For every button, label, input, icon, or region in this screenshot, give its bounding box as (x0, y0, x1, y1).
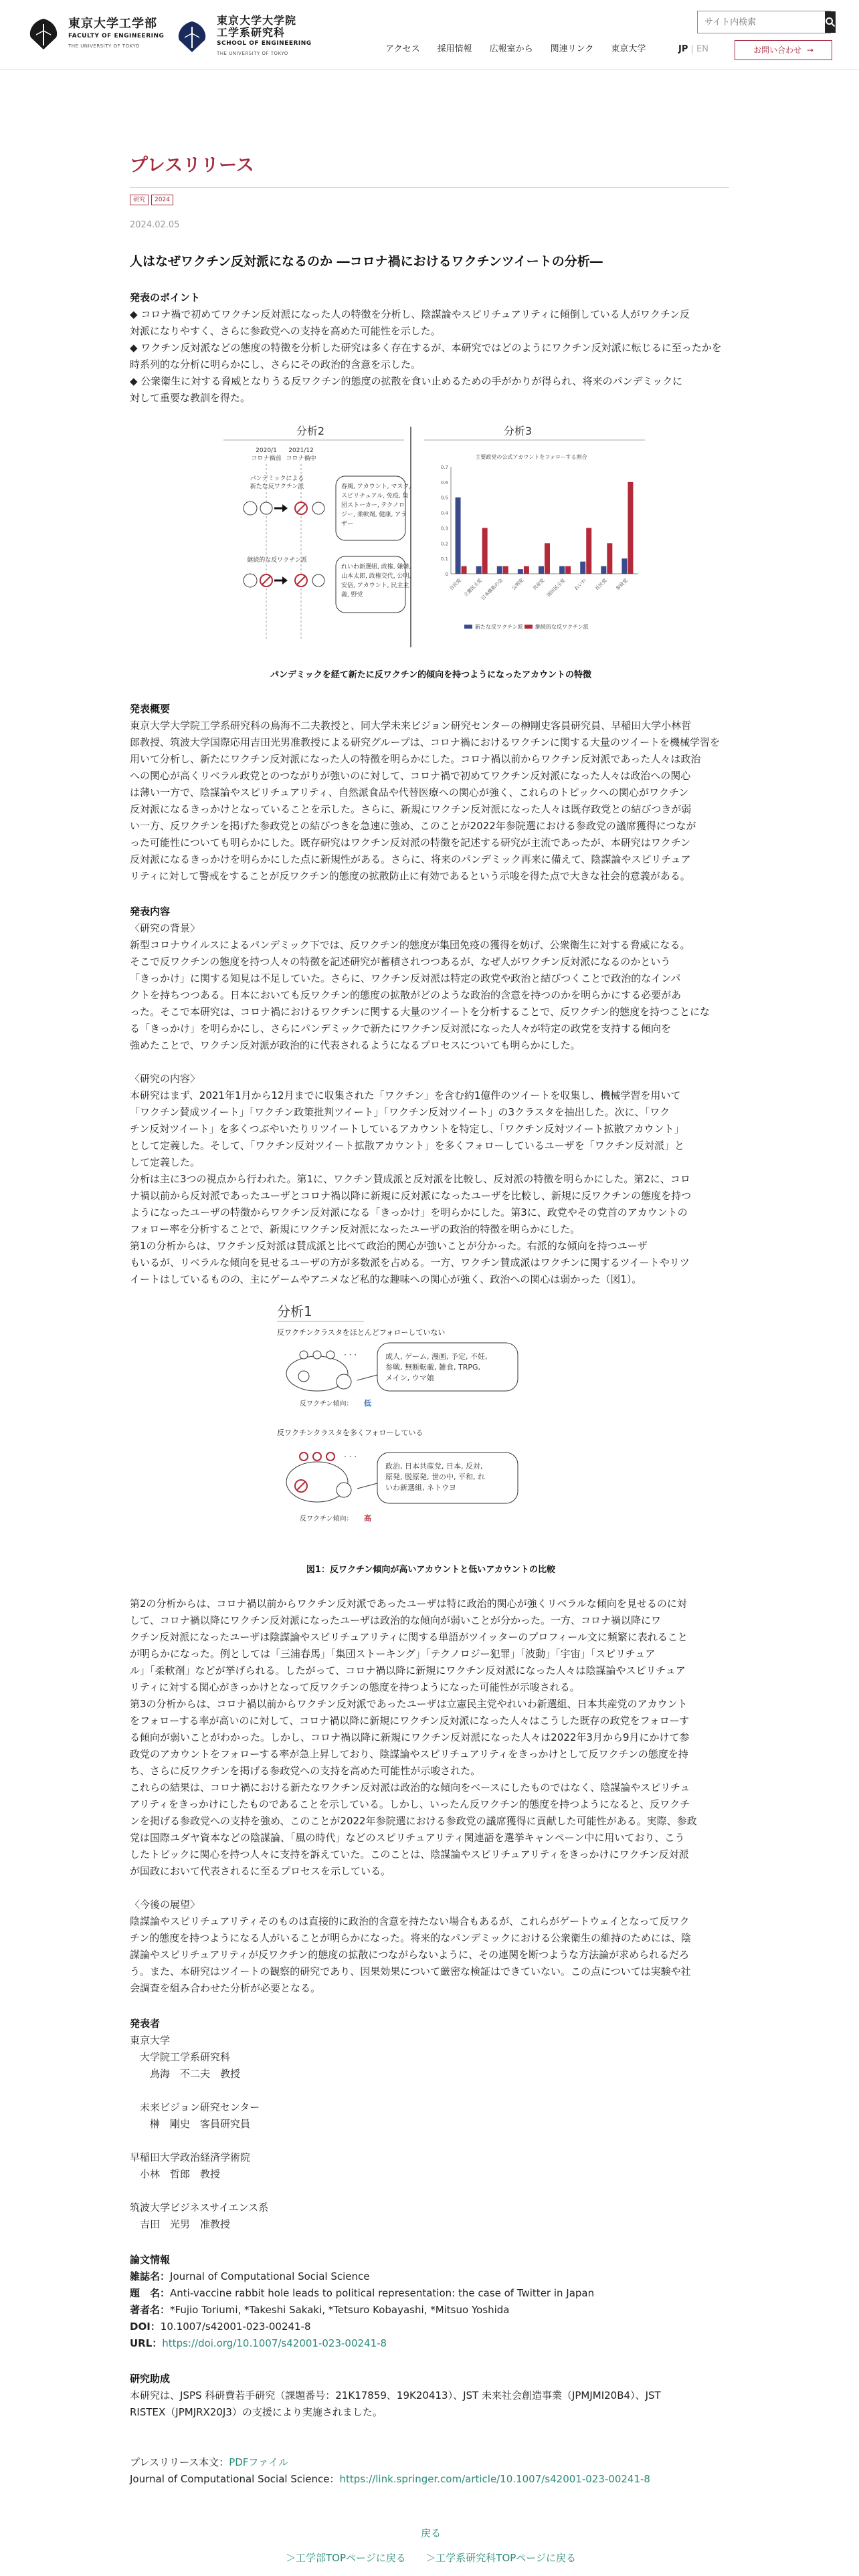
x-tick-label: 共産党 (531, 577, 546, 592)
row2-box-line: 義, 野党 (341, 592, 363, 599)
content-title: 発表内容 (130, 905, 171, 918)
analysis-line: 党は国際ユダヤ資本などの陰謀論、「風の時代」などのスピリチュアリティ関連語を選挙キャンペーン中に用いており、こう (130, 1832, 685, 1844)
background-line: クトを持ちつつある。日本においても反ワクチン的態度の拡散がどのような政治的含意を持つのかを明らかにする必要があ (130, 989, 682, 1001)
bar-continuing (524, 566, 529, 574)
row1-box-line: ザー (341, 521, 354, 528)
funding-section (130, 2371, 732, 2421)
background-line: 「きっかけ」に関する知見は不足していた。さらに、ワクチン反対派は特定の政党や政治と結びつくことで政治的なインパ (130, 972, 681, 984)
user-figure-icon (300, 1351, 308, 1359)
nav-utokyo[interactable]: 東京大学 (611, 44, 646, 54)
analysis-figure (210, 420, 652, 661)
ellipsis-icon: · · · (344, 1350, 357, 1360)
search-icon (825, 17, 836, 27)
background-title: 〈研究の背景〉 (130, 922, 201, 934)
school-logo-ja-2: 工学系研究科 (217, 26, 286, 39)
analysis-line: して、コロナ禍以降にワクチン反対派になったユーザは政治的な傾向が弱いことが分かった。一方、コロナ禍以降にワ (130, 1614, 661, 1626)
row1-box-line: スピリチュアル, 免疫, 集 (341, 493, 409, 500)
authors-label: 著者名： (130, 2304, 171, 2316)
analysis-line: ち、さらに反ワクチンを掲げる参政党への支持を高めた可能性が示唆された。 (130, 1765, 481, 1777)
background-line: そこで反ワクチンの態度を持つ人々の特徴を記述研究が蓄積されつつあるが、なぜ人がワクチン反対派になるのかという (130, 956, 671, 968)
row2-box-line: 山本太郎, 政権交代, 公明, (341, 573, 411, 580)
nav-pr-office[interactable]: 広報室から (489, 44, 533, 54)
bottom-tendency-level: 高 (364, 1514, 371, 1523)
presenters-title: 発表者 (130, 2018, 161, 2030)
bar-new (580, 562, 585, 574)
presenter-person: 鳥海 不二夫 教授 (150, 2068, 241, 2080)
back-navigation (130, 2525, 732, 2567)
ginkgo-logo-icon (173, 17, 211, 56)
y-tick-label: 0.6 (440, 479, 448, 486)
funding-line: RISTEX（JPMJRX20J3）の支援により実施されました。 (130, 2406, 383, 2418)
journal-label: 雑誌名： (130, 2270, 171, 2282)
school-logo-ja-1: 東京大学大学院 (217, 14, 297, 27)
lang-en[interactable]: EN (696, 44, 708, 54)
y-tick-label: 0.4 (440, 510, 448, 516)
row1-label: パンデミックによる (250, 475, 304, 482)
overview-line: 用いて分析し、新たにワクチン反対派になった人の特徴を明らかにした。コロナ禍以前からワクチン反対派であった人々は政治 (130, 753, 701, 765)
overview-line: い一方、反ワクチンを掲げた参政党との結びつきを急速に強め、このことが2022年参院選における参政党の議席獲得につなが (130, 820, 696, 832)
tag-year[interactable]: 2024 (151, 195, 173, 205)
paper-authors: *Fujio Toriumi, *Takeshi Sakaki, *Tetsuro Kobayashi, *Mitsuo Yoshida (170, 2304, 510, 2316)
overview-line: った可能性についても明らかにした。既存研究はワクチン反対派の特徴を記述する研究が主流であったが、本研究はワクチン (130, 837, 691, 849)
overview-line: リティに対して警戒をすることが反ワクチン的態度の拡散防止に有効であるという示唆を得た点で大きな社会的意義がある。 (130, 870, 690, 882)
bottom-box-line: 原発, 脱原発, 世の中, 平和, れ (385, 1473, 485, 1481)
research-line: として定義した。そして、「ワクチン反対ツイート拡散アカウント」を多くフォローしているユーザを「ワクチン反対派」と (130, 1140, 685, 1152)
future-line: 会調査を組み合わせた分析が必要となる。 (130, 1982, 321, 1994)
bottom-heading: 反ワクチンクラスタを多くフォローしている (277, 1428, 423, 1437)
search-button[interactable] (825, 11, 836, 33)
analysis-1-figure (277, 1301, 585, 1555)
anti-vaccine-user-icon (326, 1453, 335, 1461)
chart-title: 主要政党の公式アカウントをフォローする割合 (475, 454, 587, 460)
research-line: もいるが、リベラルな傾向を見せるユーザの方が多数派を占める。一方、ワクチン賛成派はワクチンに関するツイートやリツ (130, 1257, 690, 1269)
presenters-section (130, 2016, 732, 2233)
jcss-label: Journal of Computational Social Science： (130, 2473, 340, 2485)
overview-title: 発表概要 (130, 703, 171, 715)
tag-research[interactable]: 研究 (130, 195, 149, 205)
pdf-row (130, 2454, 732, 2471)
y-tick-label: 0.7 (440, 465, 448, 470)
faculty-logo[interactable] (24, 15, 164, 53)
publish-date: 2024.02.05 (130, 220, 180, 230)
user-figure-icon (313, 1351, 321, 1359)
user-figure-icon (326, 1351, 335, 1359)
figure-analysis-1 (130, 1301, 732, 1577)
pointer-line (357, 1375, 377, 1380)
y-tick-label: 0.2 (440, 541, 448, 547)
party-follow-chart (441, 465, 638, 601)
neutral-face-icon (298, 1371, 309, 1382)
main-content (130, 154, 732, 2567)
paper-doi: 10.1007/s42001-023-00241-8 (160, 2321, 311, 2333)
jcss-link[interactable]: https://link.springer.com/article/10.1007/s42001-023-00241-8 (339, 2473, 650, 2485)
analysis-line: クチン反対派になったユーザは陰謀論やスピリチュアリティに関する単語がツイッターのプロフィール文に頻繁に表れること (130, 1631, 688, 1643)
analysis-line: が国政において代表されるに至るプロセスを示している。 (130, 1865, 391, 1877)
nav-access[interactable]: アクセス (385, 44, 420, 54)
global-nav (385, 43, 663, 56)
overview-line: は薄い一方で、陰謀論やスピリチュアリティ、自然派食品や代替医療への関心が強く、これらのトピックへの関心がワクチン (130, 786, 689, 798)
contact-label: お問い合わせ (753, 45, 801, 55)
future-line: チン的態度を持つようになる人がいることが明らかになった。将来的なパンデミックにおける公衆衛生の維持のためには、陰 (130, 1932, 691, 1944)
analysis-line: る傾向が弱いことがわかった。しかし、コロナ禍以降に新規にワクチン反対派になった人々は2022年3月から9月にかけて参 (130, 1731, 690, 1743)
research-line: して定義した。 (130, 1156, 201, 1168)
anti-vaccine-icon (244, 574, 257, 587)
jcss-row (130, 2471, 732, 2488)
legend-swatch-continuing (524, 625, 533, 629)
background-line: る「きっかけ」を明らかにし、さらにパンデミックで新たにワクチン反対派になった人々が特定の政党を支持する傾向を (130, 1023, 671, 1035)
row1-box-line: ジー, 柔軟剤, 健康, アラ (341, 512, 407, 518)
x-tick-label: 公明党 (510, 577, 525, 592)
bar-new (601, 566, 606, 574)
ginkgo-logo-icon (24, 15, 63, 53)
row2-box-line: れいわ新選組, 政権, 嫌韓, (341, 564, 411, 570)
analysis-line: 第2の分析からは、コロナ禍以前からワクチン反対派であったユーザは特に政治的関心が強くリベラルな傾向を見せるのに対 (130, 1598, 687, 1610)
arrow-head-icon (282, 504, 288, 512)
bar-continuing (462, 566, 467, 574)
nav-recruit[interactable]: 採用情報 (437, 44, 472, 54)
figure-analysis-2-3 (130, 420, 732, 682)
site-search (697, 11, 831, 33)
paper-info-section (130, 2252, 732, 2352)
url-label: URL： (130, 2337, 163, 2349)
x-tick-label: 国民民主党 (546, 577, 567, 599)
analysis-1-title: 分析1 (277, 1303, 312, 1319)
neutral-face-icon (337, 1374, 351, 1389)
arrow-head-icon (282, 576, 288, 584)
neutral-face-icon (260, 502, 272, 514)
funding-title: 研究助成 (130, 2373, 171, 2385)
content-section (130, 903, 732, 1288)
analysis-line: したトピックに関心を持つ人々に支持を訴えていた。このことは、陰謀論やスピリチュアリティをきっかけにワクチン反対派 (130, 1848, 689, 1860)
figure-caption: パンデミックを経て新たに反ワクチン的傾向を持つようになったアカウントの特徴 (270, 670, 591, 680)
key-points-title: 発表のポイント (130, 292, 201, 304)
paper-authors-row (130, 2302, 732, 2319)
bottom-tendency-label: 反ワクチン傾向： (300, 1515, 353, 1523)
bar-new (539, 566, 544, 574)
school-logo-sub: THE UNIVERSITY OF TOKYO (217, 51, 288, 56)
col-2021: 2021/12 (288, 447, 314, 454)
faculty-logo-sub: THE UNIVERSITY OF TOKYO (68, 43, 140, 49)
analysis-line: ンを掲げる参政党への支持を強め、このことが2022年参院選における参政党の議席獲得に貢献した可能性がある。実際、参政 (130, 1815, 697, 1827)
overview-line: 郎教授、筑波大学国際応用吉田光男准教授による研究グループは、コロナ禍におけるワクチンに関する大量のツイートを機械学習を (130, 736, 721, 748)
top-box-line: メイン, ウマ娘 (385, 1374, 434, 1382)
legend-continuing: 継続的な反ワクチン派 (535, 624, 589, 630)
row2-label: 継続的な反ワクチン派 (247, 557, 307, 564)
bar-new (476, 566, 482, 574)
bottom-box-line: 政治, 日本共産党, 日本, 反対, (385, 1462, 483, 1471)
col-2020: 2020/1 (256, 447, 277, 454)
bar-new (559, 566, 565, 574)
point-line: ◆ ワクチン反対派などの態度の特徴を分析した研究は多く存在するが、本研究ではどのようにワクチン反対派に転じるに至ったかを (130, 342, 722, 354)
title-label: 題 名： (130, 2287, 171, 2299)
research-line: 「ワクチン賛成ツイート」「ワクチン政策批判ツイート」「ワクチン反対ツイート」の3クラスタを抽出した。次に、「ワク (130, 1106, 670, 1118)
key-points (130, 290, 732, 407)
analysis-line: リティに対する関心がきっかけとなって反ワクチンの態度を持つようになった可能性が示唆される。 (130, 1681, 580, 1693)
research-line: フォロー率を分析することで、新規にワクチン反対派になったユーザの政治的特徴を明らかにした。 (130, 1223, 581, 1235)
row1-label-2: 新たな反ワクチン派 (250, 484, 304, 490)
analysis-line: 政党のアカウントをフォローする率が急上昇しており、陰謀論やスピリチュアリティをきっかけとして反ワクチンの態度を持 (130, 1748, 688, 1760)
bar-new (456, 498, 461, 574)
bar-continuing (545, 543, 550, 574)
y-tick-label: 0.1 (440, 556, 448, 562)
top-box-line: 成人, ゲーム, 漫画, 予定, 不妊, (385, 1352, 488, 1361)
background-line: った。そこで本研究は、コロナ禍におけるワクチンに関する大量のツイートを分析することで、反ワクチン的態度を持つことにな (130, 1006, 710, 1018)
point-line: 時系列的な分析に明らかにし、さらにその政治的含意を示した。 (130, 358, 421, 370)
user-face-icon (312, 574, 324, 586)
overview-line: 東京大学大学院工学系研究科の鳥海不二夫教授と、同大学未来ビジョン研究センターの榊剛史客員研究員、早稲田大学小林哲 (130, 720, 692, 732)
analysis-line: アリティをきっかけにしたものであることを示している。しかし、いったん反ワクチン的態度を持つようになると、反ワクチ (130, 1798, 690, 1810)
y-tick-label: 0.3 (440, 526, 448, 532)
background-line: 強めたことで、ワクチン反対派が政治的に代表されるようになるプロセスについても明らかにした。 (130, 1039, 581, 1051)
y-tick-label: 0 (445, 572, 448, 577)
title-divider (130, 187, 729, 188)
school-logo[interactable] (173, 15, 312, 59)
overview-line: 反対派になるきっかけを明らかにした点に新規性がある。さらに、将来のパンデミック再来に備えて、陰謀論やスピリチュア (130, 853, 691, 865)
overview-line: 反対派になるきっかけとなっていることを示した。さらに、新規にワクチン反対派になった人々は既存政党との結びつきが弱 (130, 803, 692, 815)
legend-swatch-new (464, 625, 472, 629)
doi-label: DOI： (130, 2321, 161, 2333)
search-input[interactable] (698, 11, 825, 33)
top-box-line: 参戦, 無断転載, 雑食, TRPG, (385, 1363, 480, 1372)
analysis-3-title: 分析3 (503, 425, 533, 437)
bar-continuing (565, 566, 571, 574)
x-tick-label: 自民党 (448, 577, 462, 592)
lang-separator: | (690, 44, 697, 54)
nav-related-links[interactable]: 関連リンク (550, 44, 594, 54)
user-face-icon (337, 1483, 351, 1497)
paper-journal-row (130, 2268, 732, 2285)
paper-doi-row (130, 2319, 732, 2335)
point-line: ◆ 公衆衛生に対する脅威となりうる反ワクチン的態度の拡散を食い止めるための手がかりが得られ、将来のパンデミックに (130, 375, 683, 387)
research-line: 分析は主に3つの視点から行われた。第1に、ワクチン賛成派と反対派を比較し、反対派の特徴を明らかにした。第2に、コロ (130, 1173, 690, 1185)
bottom-box-line: いわ新選組, ネトウヨ (385, 1483, 456, 1492)
presenter-org: 早稲田大学政治経済学術院 (130, 2151, 251, 2163)
legend-new: 新たな反ワクチン派 (475, 624, 523, 630)
row2-box-line: 安倍, アカウント, 民主主 (341, 582, 409, 589)
analysis-line: ル」「柔軟剤」などが挙げられる。したがって、コロナ禍以降に新規にワクチン反対派になった人々は陰謀論やスピリチュア (130, 1665, 686, 1677)
research-line: チン反対ツイート」を多くつぶやいたりリツイートしているアカウントを特定し、「ワクチン反対ツイート拡散アカウント」 (130, 1123, 684, 1135)
presenter-org: 筑波大学ビジネスサイエンス系 (130, 2202, 269, 2214)
bar-continuing (482, 528, 488, 574)
language-switch (678, 43, 708, 56)
y-tick-label: 0.5 (440, 495, 448, 501)
top-tendency-label: 反ワクチン傾向： (300, 1400, 353, 1408)
arrow-right-icon: → (806, 45, 814, 55)
anti-vaccine-user-icon (313, 1453, 321, 1461)
ellipsis-icon: · · · (344, 1452, 357, 1461)
cluster-outline (286, 1462, 348, 1502)
future-line: 謀論やスピリチュアリティが反ワクチン的態度の拡散につながらないように、その連関を断つような方法論が求められるだろ (130, 1949, 690, 1961)
background-line: 新型コロナウイルスによるパンデミック下では、反ワクチン的態度が集団免疫の獲得を妨げ、公衆衛生に対する脅威になる。 (130, 939, 690, 951)
bar-new (518, 569, 523, 574)
presenter-org: 東京大学 (130, 2034, 171, 2046)
research-title: 〈研究の内容〉 (130, 1073, 201, 1085)
pdf-label: プレスリリース本文： (130, 2456, 229, 2468)
x-tick-label: 参政党 (615, 577, 629, 592)
bar-new (497, 566, 502, 574)
presenter-dept: 未来ビジョン研究センター (140, 2101, 260, 2113)
analysis-2-title: 分析2 (296, 425, 325, 437)
top-tendency-level: 低 (364, 1399, 371, 1408)
x-tick-label: 日本維新の会 (480, 577, 504, 602)
neutral-user-icon (244, 502, 257, 515)
lang-jp[interactable]: JP (678, 44, 688, 54)
research-line: ナ禍以前から反対派であったユーザとコロナ禍以降に新規に反対派になったユーザを比較し、新規に反ワクチンの態度を持つ (130, 1190, 692, 1202)
analysis-line: をフォローする率が高いのに対して、コロナ禍以降に新規にワクチン反対派になった人々はこうした既存の政党をフォローす (130, 1715, 689, 1727)
presenter-person: 小林 哲郎 教授 (140, 2168, 221, 2180)
col-2020-sub: コロナ禍前 (251, 455, 282, 462)
point-line: 対派になりやすく、さらに参政党への支持を高めた可能性を示した。 (130, 325, 441, 337)
paper-title-row (130, 2285, 732, 2302)
paper-info-title: 論文情報 (130, 2254, 171, 2266)
x-tick-label: れいわ (573, 577, 587, 592)
contact-button[interactable] (735, 40, 832, 60)
article-headline: 人はなぜワクチン反対派になるのか ―コロナ禍におけるワクチンツイートの分析― (130, 254, 603, 269)
analysis-line: が明らかになった。例としては「三浦春馬」「集団ストーキング」「テクノロジー犯罪」「波動」「宇宙」「スピリチュア (130, 1648, 656, 1660)
bar-continuing (607, 543, 612, 574)
col-2021-sub: コロナ禍中 (286, 455, 316, 462)
bar-continuing (628, 482, 633, 574)
user-face-icon (312, 502, 324, 514)
paper-url-row (130, 2335, 732, 2352)
analysis-line: 第3の分析からは、コロナ禍以前からワクチン反対派であったユーザは立憲民主党やれいわ新選組、日本共産党のアカウント (130, 1698, 688, 1710)
funding-line: 本研究は、JSPS 科研費若手研究（課題番号：21K17859、19K20413）、JST 未来社会創造事業（JPMJMI20B4）、JST (130, 2389, 661, 2401)
site-header (0, 0, 859, 70)
bar-continuing (586, 528, 591, 574)
x-tick-label: 立憲民主党 (462, 577, 484, 599)
school-top-link[interactable]: ＞工学系研究科TOPページに戻る (425, 2552, 576, 2564)
bar-continuing (503, 566, 508, 574)
faculty-logo-ja: 東京大学工学部 (68, 17, 157, 31)
analysis-line: これらの結果は、コロナ禍における新たなワクチン反対派は政治的な傾向をベースにしたものではなく、陰謀論やスピリチュ (130, 1782, 690, 1794)
tag-list (130, 195, 732, 205)
future-line: 陰謀論やスピリチュアリティそのものは直接的に政治的含意を持たない場合もあるが、これらがゲートウェイとなって反ワク (130, 1915, 690, 1927)
future-title: 〈今後の展望〉 (130, 1899, 201, 1911)
x-tick-label: 社民党 (594, 577, 608, 592)
faculty-top-link[interactable]: ＞工学部TOPページに戻る (286, 2552, 406, 2564)
research-line: 第1の分析からは、ワクチン反対派は賛成派と比べて政治的関心が強いことが分かった。右派的な傾向を持つユーザ (130, 1240, 648, 1252)
figure-caption: 図1：反ワクチン傾向が高いアカウントと低いアカウントの比較 (306, 1565, 556, 1575)
pointer-line (357, 1483, 377, 1489)
overview-line: への関心が高くリベラル政党とのつながりが強いのに対して、コロナ禍で初めてワクチン反対派になった人々は政治への関心 (130, 770, 691, 782)
presenter-person: 榊 剛史 客員研究員 (150, 2118, 251, 2130)
future-line: う。また、本研究はツイートの観察的研究であり、因果効果について厳密な検証はできていない。この点については実験や社 (130, 1965, 691, 1977)
analysis-section (130, 1596, 732, 1997)
page-title: プレスリリース (130, 155, 254, 176)
bar-new (622, 558, 627, 574)
overview-section (130, 701, 732, 885)
back-link[interactable]: 戻る (420, 2527, 441, 2539)
journal-name: Journal of Computational Social Science (170, 2270, 370, 2282)
point-line: ◆ コロナ禍で初めてワクチン反対派になった人の特徴を分析し、陰謀論やスピリチュアリティに傾倒している人がワクチン反 (130, 308, 690, 320)
row1-box-line: 団ストーカー, テクノロ (341, 502, 405, 509)
point-line: 対して重要な教訓を得た。 (130, 392, 251, 404)
research-line: イートはしているものの、主にゲームやアニメなど私的な趣味への関心が強く、政治への関心は弱かった（図1）。 (130, 1273, 642, 1285)
paper-url-link[interactable]: https://doi.org/10.1007/s42001-023-00241-8 (162, 2337, 387, 2349)
faculty-logo-en: FACULTY OF ENGINEERING (68, 33, 165, 39)
row1-box-line: 春風, アカウント, マスク, (341, 484, 411, 490)
presenter-dept: 大学院工学系研究科 (140, 2051, 231, 2063)
anti-vaccine-user-icon (300, 1453, 308, 1461)
related-links-section (130, 2454, 732, 2488)
pdf-link[interactable]: PDFファイル (229, 2456, 289, 2468)
presenter-person: 吉田 光男 准教授 (140, 2218, 231, 2230)
paper-title: Anti-vaccine rabbit hole leads to political representation: the case of Twitter in Japan (170, 2287, 595, 2299)
research-line: 本研究はまず、2021年1月から12月までに収集された「ワクチン」を含む約1億件のツイートを収集し、機械学習を用いて (130, 1089, 681, 1101)
school-logo-en: SCHOOL OF ENGINEERING (217, 40, 312, 47)
top-heading: 反ワクチンクラスタをほとんどフォローしていない (277, 1328, 446, 1337)
research-line: ようになったユーザの特徴からワクチン反対派になる「きっかけ」を明らかにした。第3に、政党やその党首のアカウントの (130, 1206, 688, 1218)
